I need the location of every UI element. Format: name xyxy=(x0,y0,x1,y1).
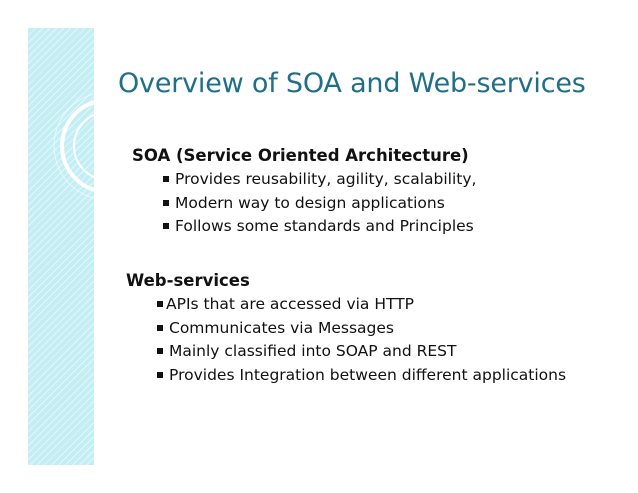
list-item: Provides reusability, agility, scalability, xyxy=(163,168,476,192)
list-item: Provides Integration between different applications xyxy=(157,364,566,388)
list-item: Modern way to design applications xyxy=(163,192,476,216)
list-item: Communicates via Messages xyxy=(157,317,566,341)
web-services-heading: Web-services xyxy=(126,271,250,290)
list-item: Follows some standards and Principles xyxy=(163,215,476,239)
list-item: APIs that are accessed via HTTP xyxy=(157,293,566,317)
square-bullet-icon xyxy=(157,372,163,378)
square-bullet-icon xyxy=(157,348,163,354)
decorative-circles-icon xyxy=(28,28,148,208)
slide-title: Overview of SOA and Web-services xyxy=(118,68,586,99)
square-bullet-icon xyxy=(163,176,169,182)
soa-bullet-list xyxy=(163,168,476,239)
list-item: Mainly classified into SOAP and REST xyxy=(157,340,566,364)
square-bullet-icon xyxy=(157,325,163,331)
web-services-bullet-list xyxy=(157,293,566,387)
square-bullet-icon xyxy=(163,223,169,229)
square-bullet-icon xyxy=(163,200,169,206)
square-bullet-icon xyxy=(157,301,163,307)
soa-heading: SOA (Service Oriented Architecture) xyxy=(132,146,469,165)
